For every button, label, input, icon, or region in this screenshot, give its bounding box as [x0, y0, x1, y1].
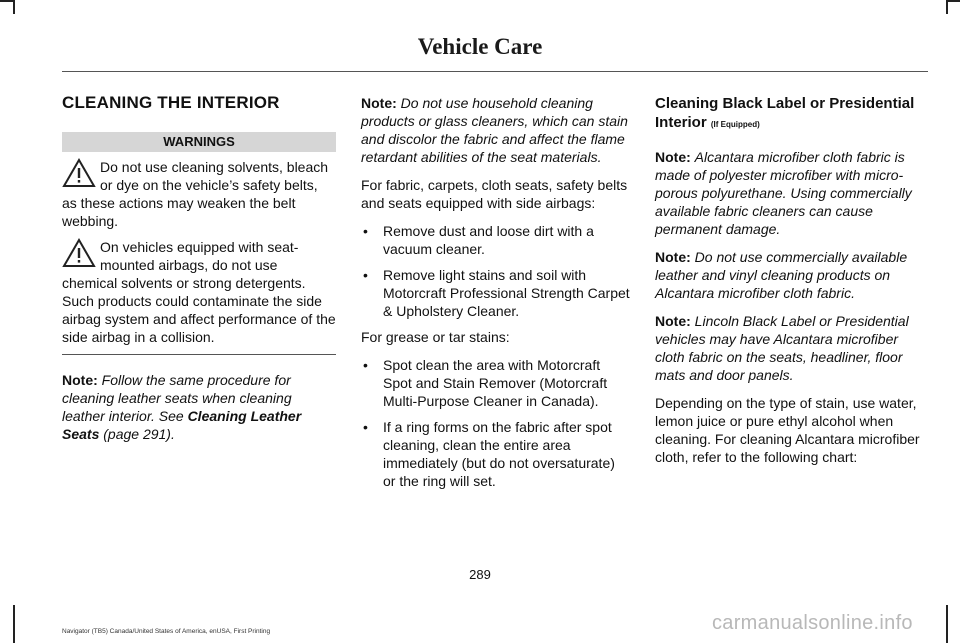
subsection-heading — [655, 94, 927, 134]
warning-text: Do not use cleaning solvents, bleach or dye on the vehicle’s safety belts, as these actions may weaken the belt webbing. — [62, 159, 329, 229]
warning-triangle-icon — [62, 238, 96, 268]
list-item — [361, 266, 631, 320]
page-reference: (page 291). — [103, 426, 175, 442]
warnings-header: WARNINGS — [62, 132, 336, 152]
list-item-text: Remove dust and loose dirt with a vacuum cleaner. — [383, 223, 594, 257]
bullet-list — [361, 356, 631, 490]
note-label: Note: — [62, 372, 98, 388]
list-item-text: Remove light stains and soil with Motorcraft Professional Strength Carpet & Upholstery Cleaner. — [383, 267, 630, 319]
note-label: Note: — [655, 249, 691, 265]
crop-mark — [946, 605, 948, 643]
crop-mark — [13, 605, 15, 643]
bullet-icon: • — [363, 223, 368, 239]
note-text: Do not use commercially available leather and vinyl cleaning products on Alcantara microfiber cloth fabric. — [655, 249, 908, 301]
page-header-title: Vehicle Care — [417, 34, 543, 59]
note-paragraph — [655, 248, 927, 302]
list-item — [361, 418, 631, 490]
section-heading: CLEANING THE INTERIOR — [62, 93, 280, 112]
bullet-icon: • — [363, 419, 368, 435]
list-item — [361, 222, 631, 258]
bullet-icon: • — [363, 267, 368, 283]
note-paragraph — [361, 94, 631, 166]
body-paragraph: For fabric, carpets, cloth seats, safety belts and seats equipped with side airbags: — [361, 177, 628, 211]
bullet-icon: • — [363, 357, 368, 373]
list-item-text: Spot clean the area with Motorcraft Spot and Stain Remover (Motorcraft Multi-Purpose Cleaner in Canada). — [383, 357, 608, 409]
note-paragraph — [62, 371, 336, 443]
crop-mark — [0, 0, 14, 2]
footer-text: Navigator (TB5) Canada/United States of America, enUSA, First Printing — [62, 628, 271, 635]
bullet-list — [361, 222, 631, 320]
note-text: Alcantara microfiber cloth fabric is made of polyester microfiber with micro-porous polyurethane. Using commercially available fabric cleaners can cause permanent damage. — [655, 149, 912, 237]
note-text: Follow the same procedure for cleaning leather seats when cleaning leather interior. See — [62, 372, 292, 424]
note-text: Do not use household cleaning products or glass cleaners, which can stain and discolor the fabric and affect the flame retardant abilities of the seat materials. — [361, 95, 628, 165]
warning-triangle-icon — [62, 158, 96, 188]
warning-text: On vehicles equipped with seat-mounted airbags, do not use chemical solvents or strong detergents. Such products could contaminate the side airbag system and affect performance of the side airbag in a collision. — [62, 239, 336, 345]
column-middle — [361, 94, 631, 498]
warning-item — [62, 158, 336, 230]
page-number: 289 — [469, 567, 491, 582]
note-paragraph — [655, 148, 927, 238]
subsection-heading-text: Cleaning Black Label or Presidential Interior — [655, 95, 915, 131]
note-text: Lincoln Black Label or Presidential vehicles may have Alcantara microfiber cloth fabric on the seats, headliner, floor mats and door panels. — [655, 313, 909, 383]
note-paragraph — [655, 312, 927, 384]
column-left — [62, 94, 336, 453]
body-paragraph: Depending on the type of stain, use water, lemon juice or pure ethyl alcohol when cleaning. For cleaning Alcantara microfiber cloth, refer to the following chart: — [655, 395, 920, 465]
warning-item — [62, 238, 336, 346]
note-label: Note: — [655, 149, 691, 165]
crop-mark — [13, 0, 15, 14]
crop-mark — [946, 0, 948, 14]
note-label: Note: — [361, 95, 397, 111]
column-right — [655, 94, 927, 476]
body-paragraph: For grease or tar stains: — [361, 329, 510, 345]
if-equipped-label: (If Equipped) — [710, 120, 760, 129]
crop-mark — [946, 0, 960, 2]
note-label: Note: — [655, 313, 691, 329]
cross-reference-link[interactable]: Cleaning Leather Seats — [62, 408, 302, 442]
warnings-divider — [62, 354, 336, 355]
header-divider — [62, 71, 928, 72]
watermark: carmanualsonline.info — [712, 612, 913, 634]
list-item-text: If a ring forms on the fabric after spot cleaning, clean the entire area immediately (but do not oversaturate) or the ring will set. — [383, 419, 615, 489]
list-item — [361, 356, 631, 410]
